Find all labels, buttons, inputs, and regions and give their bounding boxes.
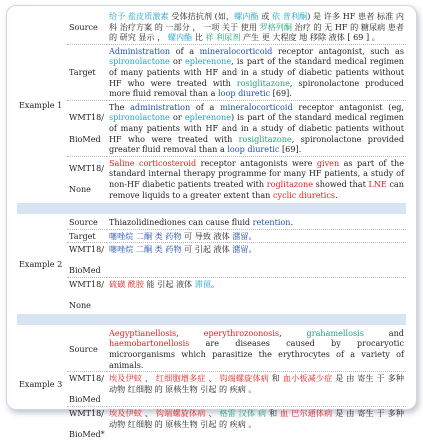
text-segment: , <box>279 327 307 338</box>
row-text <box>107 242 406 277</box>
highlighted-term: 潴留 <box>232 244 249 255</box>
highlighted-term: loop diuretic <box>227 144 280 155</box>
row-text <box>107 371 406 406</box>
text-segment: receptor antagonist (eg, <box>292 101 404 112</box>
highlighted-term: 滞留 <box>194 279 211 290</box>
text-segment: ) is part of the standard medical regimen of many patients with HF and in a study of diabetic patients without HF who were treated with <box>109 112 405 144</box>
text-segment: ) 是 许多 HF 患者 标准 内科 治疗方案 的 一部分 ， 一项 关于 使用 <box>109 11 404 32</box>
example-label: Example 2 <box>19 258 63 269</box>
highlighted-term: LNE <box>368 178 387 189</box>
highlighted-term: 硫磺 酰胺 <box>109 279 144 290</box>
text-segment: 能 引起 液体 <box>143 279 195 290</box>
row-label: WMT18/ None <box>67 277 107 312</box>
row-text <box>107 100 406 156</box>
text-segment: or <box>169 56 186 67</box>
text-segment: 和 <box>266 408 281 418</box>
text-segment: 是 由 寄生 于 多种 动物 红细胞 的 原核生物 引起 的 疾病 。 <box>109 408 404 429</box>
text-segment: 和 <box>269 373 283 384</box>
row-text <box>107 277 406 312</box>
row-label: Source <box>69 21 98 32</box>
highlighted-term: rosiglitazone <box>236 77 290 88</box>
text-segment: 可 引起 液体 <box>181 244 233 255</box>
text-segment: , is part of the standard medical regimen of many patients with HF and in a study of diabetic patients without HF who were treated with <box>109 56 404 88</box>
row-label: WMT18/ BioMed <box>67 100 107 156</box>
highlighted-term: grahamellosis <box>306 327 364 338</box>
figure-card <box>6 5 417 440</box>
highlighted-term: 钩端螺旋体病 <box>219 373 270 384</box>
row-label: Target <box>67 229 107 243</box>
highlighted-term: 格雷 汉体 病 <box>219 408 267 418</box>
highlighted-term: 钩端螺旋体病 <box>155 408 206 418</box>
text-segment: 。 <box>210 279 220 290</box>
highlighted-term: Saline corticosteroid <box>109 157 197 168</box>
highlighted-term: 给予 盐皮质激素 <box>109 11 169 21</box>
text-segment: 产生 更 大程度 地 移除 液体 [ 69 ] 。 <box>240 32 380 43</box>
highlighted-term: rosiglitazone <box>238 133 292 144</box>
row-text <box>107 327 406 371</box>
text-segment: . <box>335 189 338 200</box>
text-segment: and <box>363 327 404 338</box>
text-segment: can remove liquids to a greater extent than <box>109 178 404 200</box>
text-segment: The <box>109 101 131 112</box>
row-label: WMT18/ BioMed <box>67 242 107 277</box>
text-segment: 可 导致 液体 <box>181 230 233 241</box>
text-segment: of a <box>170 45 200 56</box>
highlighted-term: 埃及伊蚊 <box>109 408 143 418</box>
text-segment: . <box>290 217 294 228</box>
text-segment: 比 <box>192 32 206 43</box>
highlighted-term: 埃及伊蚊 <box>109 373 143 384</box>
text-segment: , spironolactone provided greater fluid removal than a <box>109 133 405 155</box>
text-segment: receptor antagonist, such as <box>272 45 404 56</box>
text-segment: 治疗 的 无 HF 的 糖尿病 患者 的 研究 显示 ， <box>109 21 404 43</box>
text-segment: 、 <box>205 373 220 384</box>
text-segment: of a <box>190 101 220 112</box>
text-segment: 、 <box>205 408 220 418</box>
highlighted-term: 红细胞增多症 <box>155 373 206 384</box>
row-text <box>107 406 406 441</box>
text-segment: 、 <box>142 408 156 418</box>
text-segment: 是 由 寄生 于 多种 动物 红细胞 的 原核生物 引起 的 疾病 。 <box>109 373 404 394</box>
highlighted-term: 噻唑烷 二酮 类 药物 <box>109 244 182 255</box>
row-label: Source <box>69 217 98 228</box>
highlighted-term: spironolactone <box>109 56 170 67</box>
highlighted-term: mineralocorticoid <box>219 101 293 112</box>
highlighted-term: given <box>316 157 340 168</box>
highlighted-term: eplerenone <box>185 56 232 67</box>
highlighted-term: spironolactone <box>109 112 170 123</box>
text-segment: receptor antagonists were <box>196 157 317 168</box>
example-separator <box>17 314 406 325</box>
example-label: Example 3 <box>19 378 63 389</box>
highlighted-term: 潴留 <box>232 230 249 241</box>
text-segment: Thiazolidinediones can cause fluid <box>109 217 253 228</box>
highlighted-term: 祥 利尿剂 <box>205 32 241 43</box>
highlighted-term: 螺内酯 <box>167 32 193 43</box>
row-text <box>107 216 406 229</box>
highlighted-term: eperythrozoonosis <box>203 327 280 338</box>
highlighted-term: 噻唑烷 二酮 类 药物 <box>109 230 182 241</box>
highlighted-term: 血 巴尔通体病 <box>280 408 333 418</box>
row-label: WMT18/ None <box>67 156 107 201</box>
row-text <box>107 156 406 201</box>
text-segment: as part of the standard internal therapy programme for many HF patients, a study of non-HF diabetic patients treated with <box>109 157 405 189</box>
highlighted-term: cyclic diuretics <box>272 189 336 200</box>
text-segment: showed that <box>313 178 369 189</box>
highlighted-term: 依 普利酮 <box>272 11 308 21</box>
text-segment: , <box>176 327 204 338</box>
text-segment: are diseases caused by procaryotic microorganisms which parasitize the erythrocytes of a variety of animals. <box>109 338 404 370</box>
highlighted-term: eplerenone <box>184 112 231 123</box>
text-segment: 。 <box>248 230 257 241</box>
text-segment: 。 <box>248 244 257 255</box>
examples-table <box>17 10 406 441</box>
highlighted-term: 血小板减少症 <box>282 373 333 384</box>
highlighted-term: Administration <box>109 45 171 56</box>
text-segment: [69]. <box>279 144 302 155</box>
highlighted-term: haemobartonellosis <box>109 338 190 349</box>
highlighted-term: roglitazone <box>266 178 314 189</box>
row-label: Source <box>69 343 98 354</box>
row-label: Target <box>67 44 107 100</box>
example-separator <box>17 203 406 214</box>
highlighted-term: 罗格列酮 <box>259 21 293 32</box>
text-segment: [69]. <box>270 88 292 99</box>
row-text <box>107 10 406 44</box>
highlighted-term: loop diuretic <box>217 88 271 99</box>
highlighted-term: 螺内酯 <box>234 11 259 21</box>
highlighted-term: Aegyptianellosis <box>109 327 177 338</box>
text-segment: , spironolactone produced more fluid removal than a <box>109 77 404 99</box>
row-label: WMT18/ BioMed* <box>67 406 107 441</box>
text-segment: 、 <box>142 373 156 384</box>
row-label: WMT18/ BioMed <box>67 371 107 406</box>
example-label: Example 1 <box>19 100 63 111</box>
text-segment: 或 <box>258 11 273 21</box>
highlighted-term: retention <box>252 217 291 228</box>
row-text <box>107 44 406 100</box>
row-text <box>107 229 406 243</box>
text-segment: 受体拮抗剂 (如， <box>168 11 235 21</box>
text-segment: or <box>169 112 185 123</box>
highlighted-term: administration <box>130 101 191 112</box>
highlighted-term: mineralocorticoid <box>199 45 273 56</box>
